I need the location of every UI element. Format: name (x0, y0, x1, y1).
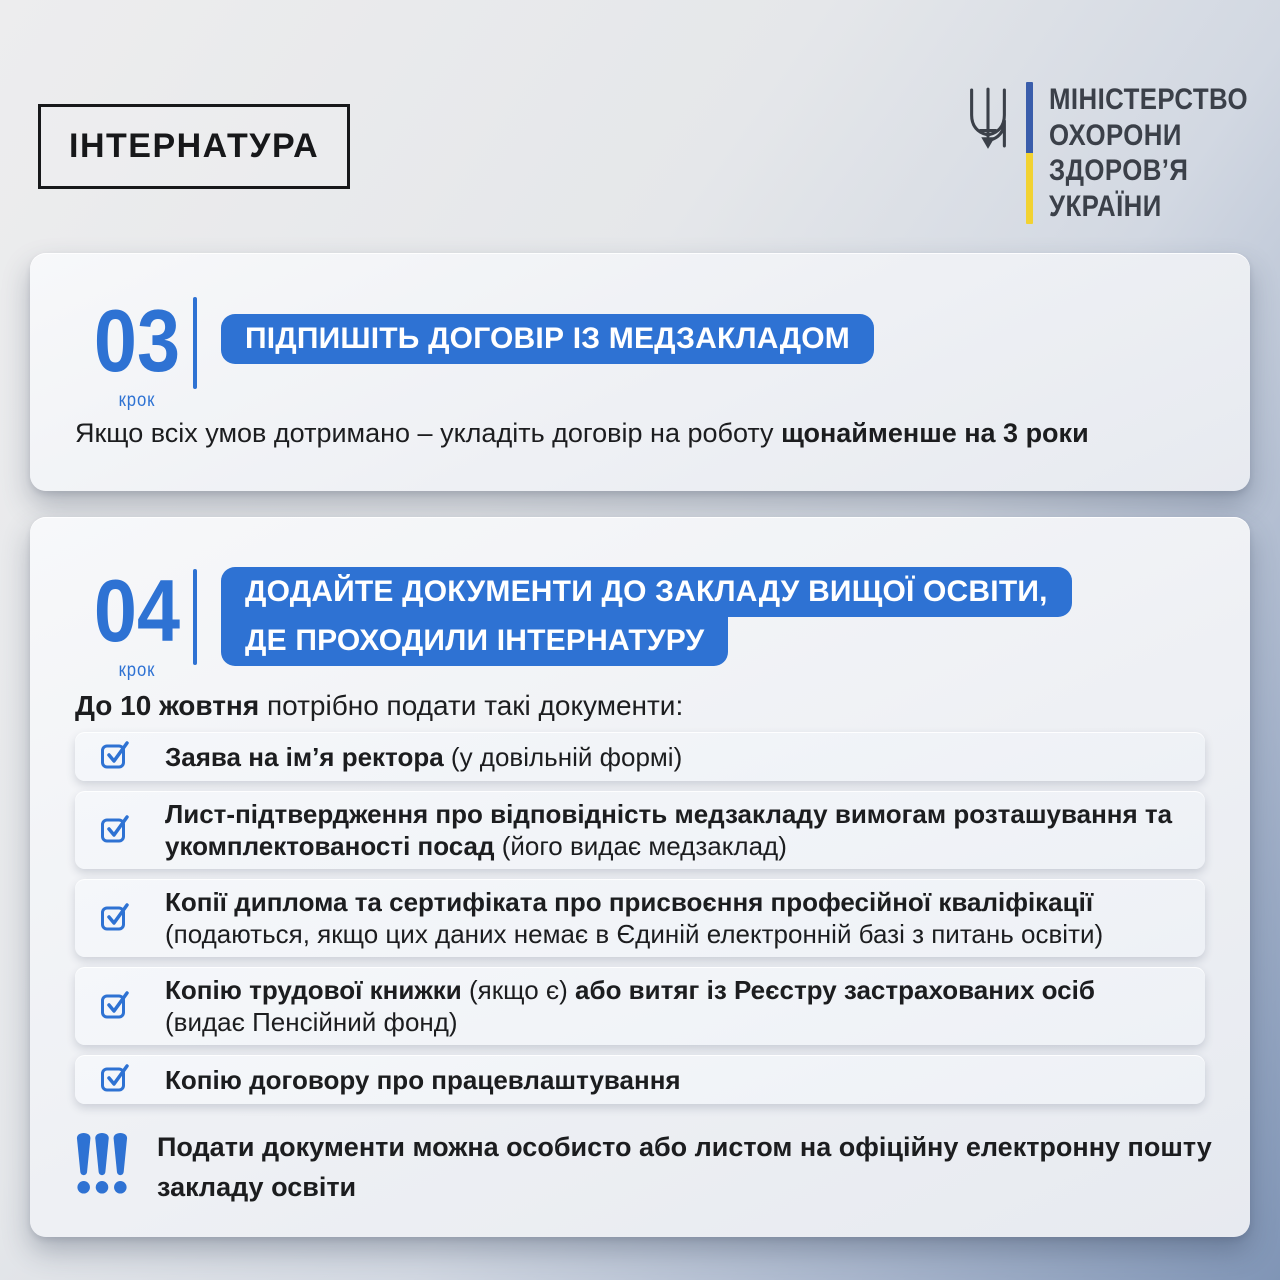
step-word: крок (118, 390, 156, 411)
note-text (157, 1127, 1212, 1207)
document-row (75, 1055, 1205, 1104)
deadline-rest: потрібно подати такі документи: (259, 690, 684, 721)
document-text-bold: Копії диплома та сертифіката про присвоєння професійної кваліфікації (165, 887, 1094, 917)
step-4-heading-pill-line2: ДЕ ПРОХОДИЛИ ІНТЕРНАТУРУ (221, 616, 728, 666)
document-text-regular: (у довільній формі) (450, 741, 683, 772)
document-text-bold: Заява на ім’я ректора (165, 741, 451, 772)
checkbox-checked-icon (100, 989, 130, 1024)
step-3-body (75, 416, 1089, 450)
documents-checklist (75, 732, 1205, 1104)
deadline-text (75, 689, 683, 723)
document-text-bold: або витяг із Реєстру застрахованих осіб (575, 975, 1095, 1005)
step-number-text: 04 (93, 561, 181, 660)
step-4-number (89, 561, 186, 681)
step-3-body-bold: щонайменше на 3 роки (781, 418, 1089, 448)
ukraine-trident-icon (962, 86, 1014, 155)
document-text-regular: (його видає медзаклад) (501, 831, 787, 861)
note-line: Подати документи можна особисто або листом на офіційну електронну пошту (157, 1132, 1212, 1162)
document-text (165, 1064, 681, 1096)
document-text-regular: (якщо є) (469, 975, 576, 1005)
step-3-heading (221, 314, 874, 364)
submission-note (75, 1127, 1212, 1212)
document-text-regular: (видає Пенсійний фонд) (165, 1007, 458, 1037)
flag-bar (1026, 82, 1033, 224)
document-text (165, 741, 682, 773)
triple-exclamation-icon (75, 1129, 129, 1212)
ministry-line: УКРАЇНИ (1049, 189, 1162, 223)
checkbox-checked-icon (100, 813, 130, 848)
ministry-name (1049, 82, 1248, 224)
document-row (75, 732, 1205, 781)
step-divider-line (193, 297, 197, 389)
document-text (165, 798, 1181, 862)
document-text (165, 974, 1095, 1038)
ministry-line: ОХОРОНИ (1049, 118, 1182, 152)
document-text-bold: Копію договору про працевлаштування (165, 1064, 681, 1095)
note-line: закладу освіти (157, 1172, 357, 1202)
checkbox-checked-icon (100, 1062, 130, 1097)
ministry-logo (962, 82, 1280, 224)
step-number-text: 03 (93, 291, 181, 390)
deadline-date: До 10 жовтня (75, 690, 260, 721)
step-3-heading-pill: ПІДПИШІТЬ ДОГОВІР ІЗ МЕДЗАКЛАДОМ (221, 314, 874, 364)
checkbox-checked-icon (100, 901, 130, 936)
page-title: ІНТЕРНАТУРА (38, 104, 350, 189)
document-text-bold: Лист-підтвердження про відповідність медзакладу вимогам розташування та укомплектованості посад (165, 799, 1173, 861)
step-3-body-regular: Якщо всіх умов дотримано – укладіть договір на роботу (75, 418, 782, 448)
ministry-line: МІНІСТЕРСТВО (1049, 83, 1248, 116)
step-4-heading-pill-line1: ДОДАЙТЕ ДОКУМЕНТИ ДО ЗАКЛАДУ ВИЩОЇ ОСВІТИ, (221, 567, 1072, 617)
document-text (165, 886, 1103, 950)
document-row (75, 879, 1205, 957)
checkbox-checked-icon (100, 739, 130, 774)
document-row (75, 967, 1205, 1045)
step-divider-line (193, 569, 197, 665)
document-row (75, 791, 1205, 869)
document-text-bold: Копію трудової книжки (165, 975, 469, 1005)
step-word: крок (118, 660, 156, 681)
step-4-card (30, 517, 1250, 1237)
document-text-regular: (подаються, якщо цих даних немає в Єдиній електронній базі з питань освіти) (165, 919, 1104, 949)
ministry-line: ЗДОРОВ’Я (1049, 154, 1189, 187)
step-3-card (30, 253, 1250, 491)
step-3-number (89, 291, 186, 411)
step-4-heading (221, 567, 1072, 666)
